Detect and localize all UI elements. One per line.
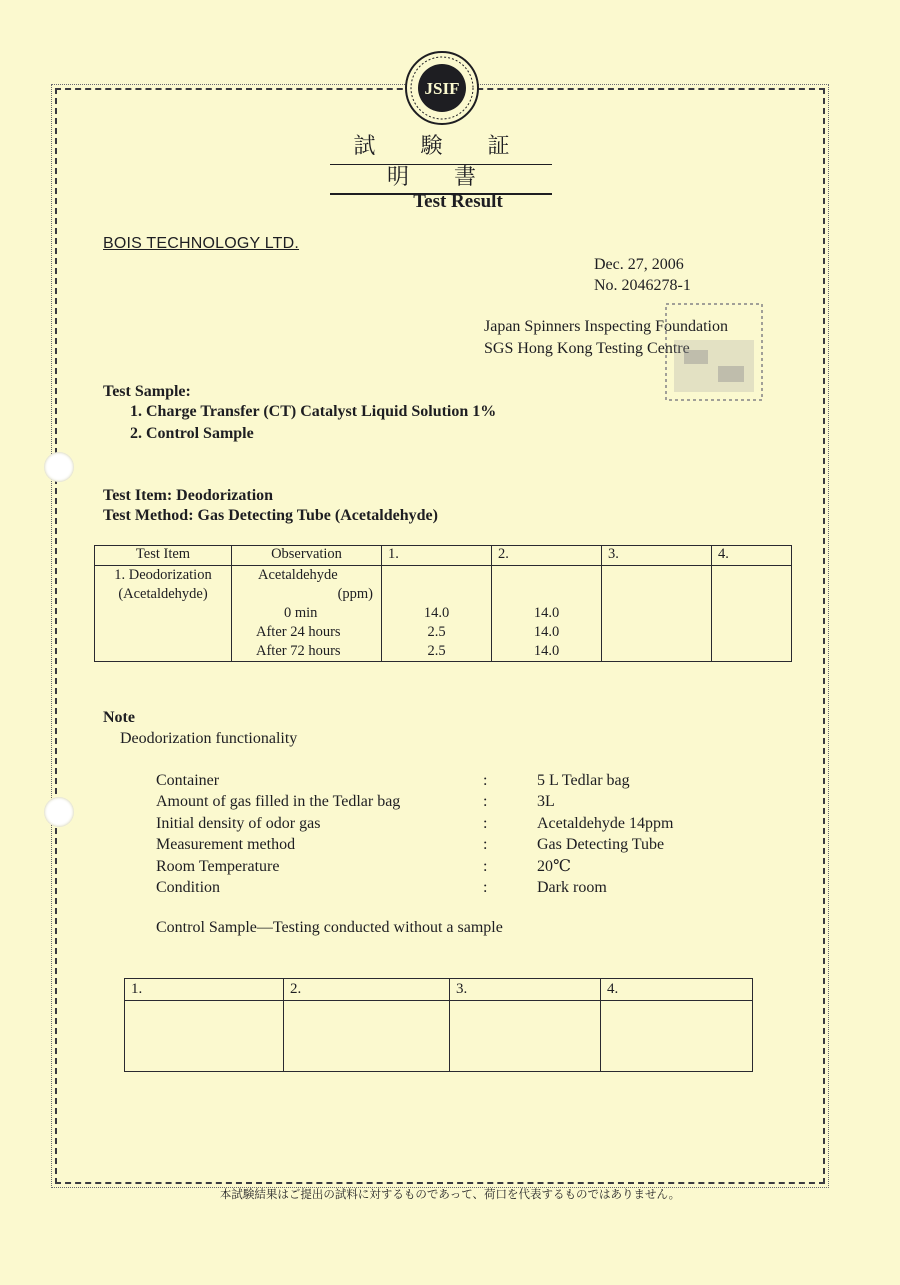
header-cell: Test Item (95, 546, 232, 566)
cell-line: 0 min (284, 605, 318, 621)
photo-cell (601, 1001, 753, 1072)
note-subtitle: Deodorization functionality (120, 730, 298, 747)
header-cell: 1. (382, 546, 492, 566)
punch-hole-icon (44, 452, 74, 482)
condition-sep: : (483, 793, 488, 811)
condition-value: Dark room (537, 878, 607, 896)
cell-line: 1. Deodorization (114, 567, 212, 583)
condition-label: Initial density of odor gas (156, 814, 321, 832)
cell-line: Acetaldehyde (258, 567, 338, 583)
condition-label: Measurement method (156, 836, 296, 854)
table-header-row (95, 546, 792, 566)
photo-cell (450, 1001, 601, 1072)
table-row (95, 566, 792, 662)
certificate-title: 試 験 証 明 書 (330, 129, 552, 195)
jsif-seal-icon (404, 50, 480, 126)
condition-label: Condition (156, 878, 221, 896)
condition-label: Container (156, 772, 220, 789)
result-col-4 (712, 566, 792, 662)
result-value: 2.5 (427, 624, 446, 640)
header-cell: Observation (232, 546, 382, 566)
condition-sep: : (483, 857, 488, 875)
results-table (94, 545, 792, 662)
cell-line: (Acetaldehyde) (118, 586, 208, 602)
photo-cell (284, 1001, 450, 1072)
result-value: 14.0 (423, 605, 450, 621)
control-sample-note: Control Sample—Testing conducted without a sample (156, 919, 503, 936)
condition-sep: : (483, 878, 488, 896)
test-sample-item: 1. Charge Transfer (CT) Catalyst Liquid Solution 1% (130, 403, 497, 420)
result-value: 14.0 (533, 605, 560, 621)
issuer-line-2: SGS Hong Kong Testing Centre (484, 340, 690, 357)
condition-value: Gas Detecting Tube (537, 836, 665, 854)
table-row (125, 1001, 753, 1072)
condition-value: 5 L Tedlar bag (537, 772, 630, 789)
observation-cell (232, 566, 382, 662)
header-cell: 3. (602, 546, 712, 566)
header-cell: 2. (284, 979, 450, 1001)
condition-value: 3L (537, 793, 555, 811)
cell-line: After 24 hours (256, 624, 341, 640)
table-header-row (125, 979, 753, 1001)
title-rule (330, 164, 552, 165)
header-cell: 2. (492, 546, 602, 566)
condition-sep: : (483, 772, 488, 789)
result-value: 2.5 (427, 643, 446, 659)
cell-line: After 72 hours (256, 643, 341, 659)
faded-stamp-icon (662, 300, 766, 404)
seal-monogram: JSIF (424, 79, 460, 98)
header-cell: 4. (601, 979, 753, 1001)
page-title: Test Result (413, 191, 503, 212)
test-sample-item: 2. Control Sample (130, 425, 254, 442)
cell-line: (ppm) (337, 586, 373, 602)
result-col-2 (492, 566, 602, 662)
condition-value: 20℃ (537, 857, 571, 875)
sample-photo-table (124, 978, 753, 1072)
issuer-line-1: Japan Spinners Inspecting Foundation (484, 318, 728, 335)
header-cell: 4. (712, 546, 792, 566)
result-col-3 (602, 566, 712, 662)
header-cell: 1. (125, 979, 284, 1001)
result-value: 14.0 (533, 643, 560, 659)
issue-date: Dec. 27, 2006 (594, 256, 684, 273)
document-number: No. 2046278-1 (594, 277, 691, 294)
condition-label: Room Temperature (156, 857, 280, 875)
result-col-1 (382, 566, 492, 662)
header-cell: 3. (450, 979, 601, 1001)
condition-label: Amount of gas filled in the Tedlar bag (156, 793, 401, 811)
punch-hole-icon (44, 797, 74, 827)
test-method-line: Test Method: Gas Detecting Tube (Acetaldehyde) (103, 507, 438, 524)
test-item-line: Test Item: Deodorization (103, 487, 274, 504)
client-company: BOIS TECHNOLOGY LTD. (103, 235, 300, 252)
photo-cell (125, 1001, 284, 1072)
condition-sep: : (483, 836, 488, 854)
test-sample-heading: Test Sample: (103, 383, 191, 400)
note-heading: Note (103, 709, 135, 726)
result-value: 14.0 (533, 624, 560, 640)
condition-sep: : (483, 814, 488, 832)
test-item-cell (95, 566, 232, 662)
condition-value: Acetaldehyde 14ppm (537, 814, 674, 832)
footer-disclaimer: 本試験結果はご提出の試料に対するものであって、荷口を代表するものではありません。 (219, 1187, 681, 1201)
